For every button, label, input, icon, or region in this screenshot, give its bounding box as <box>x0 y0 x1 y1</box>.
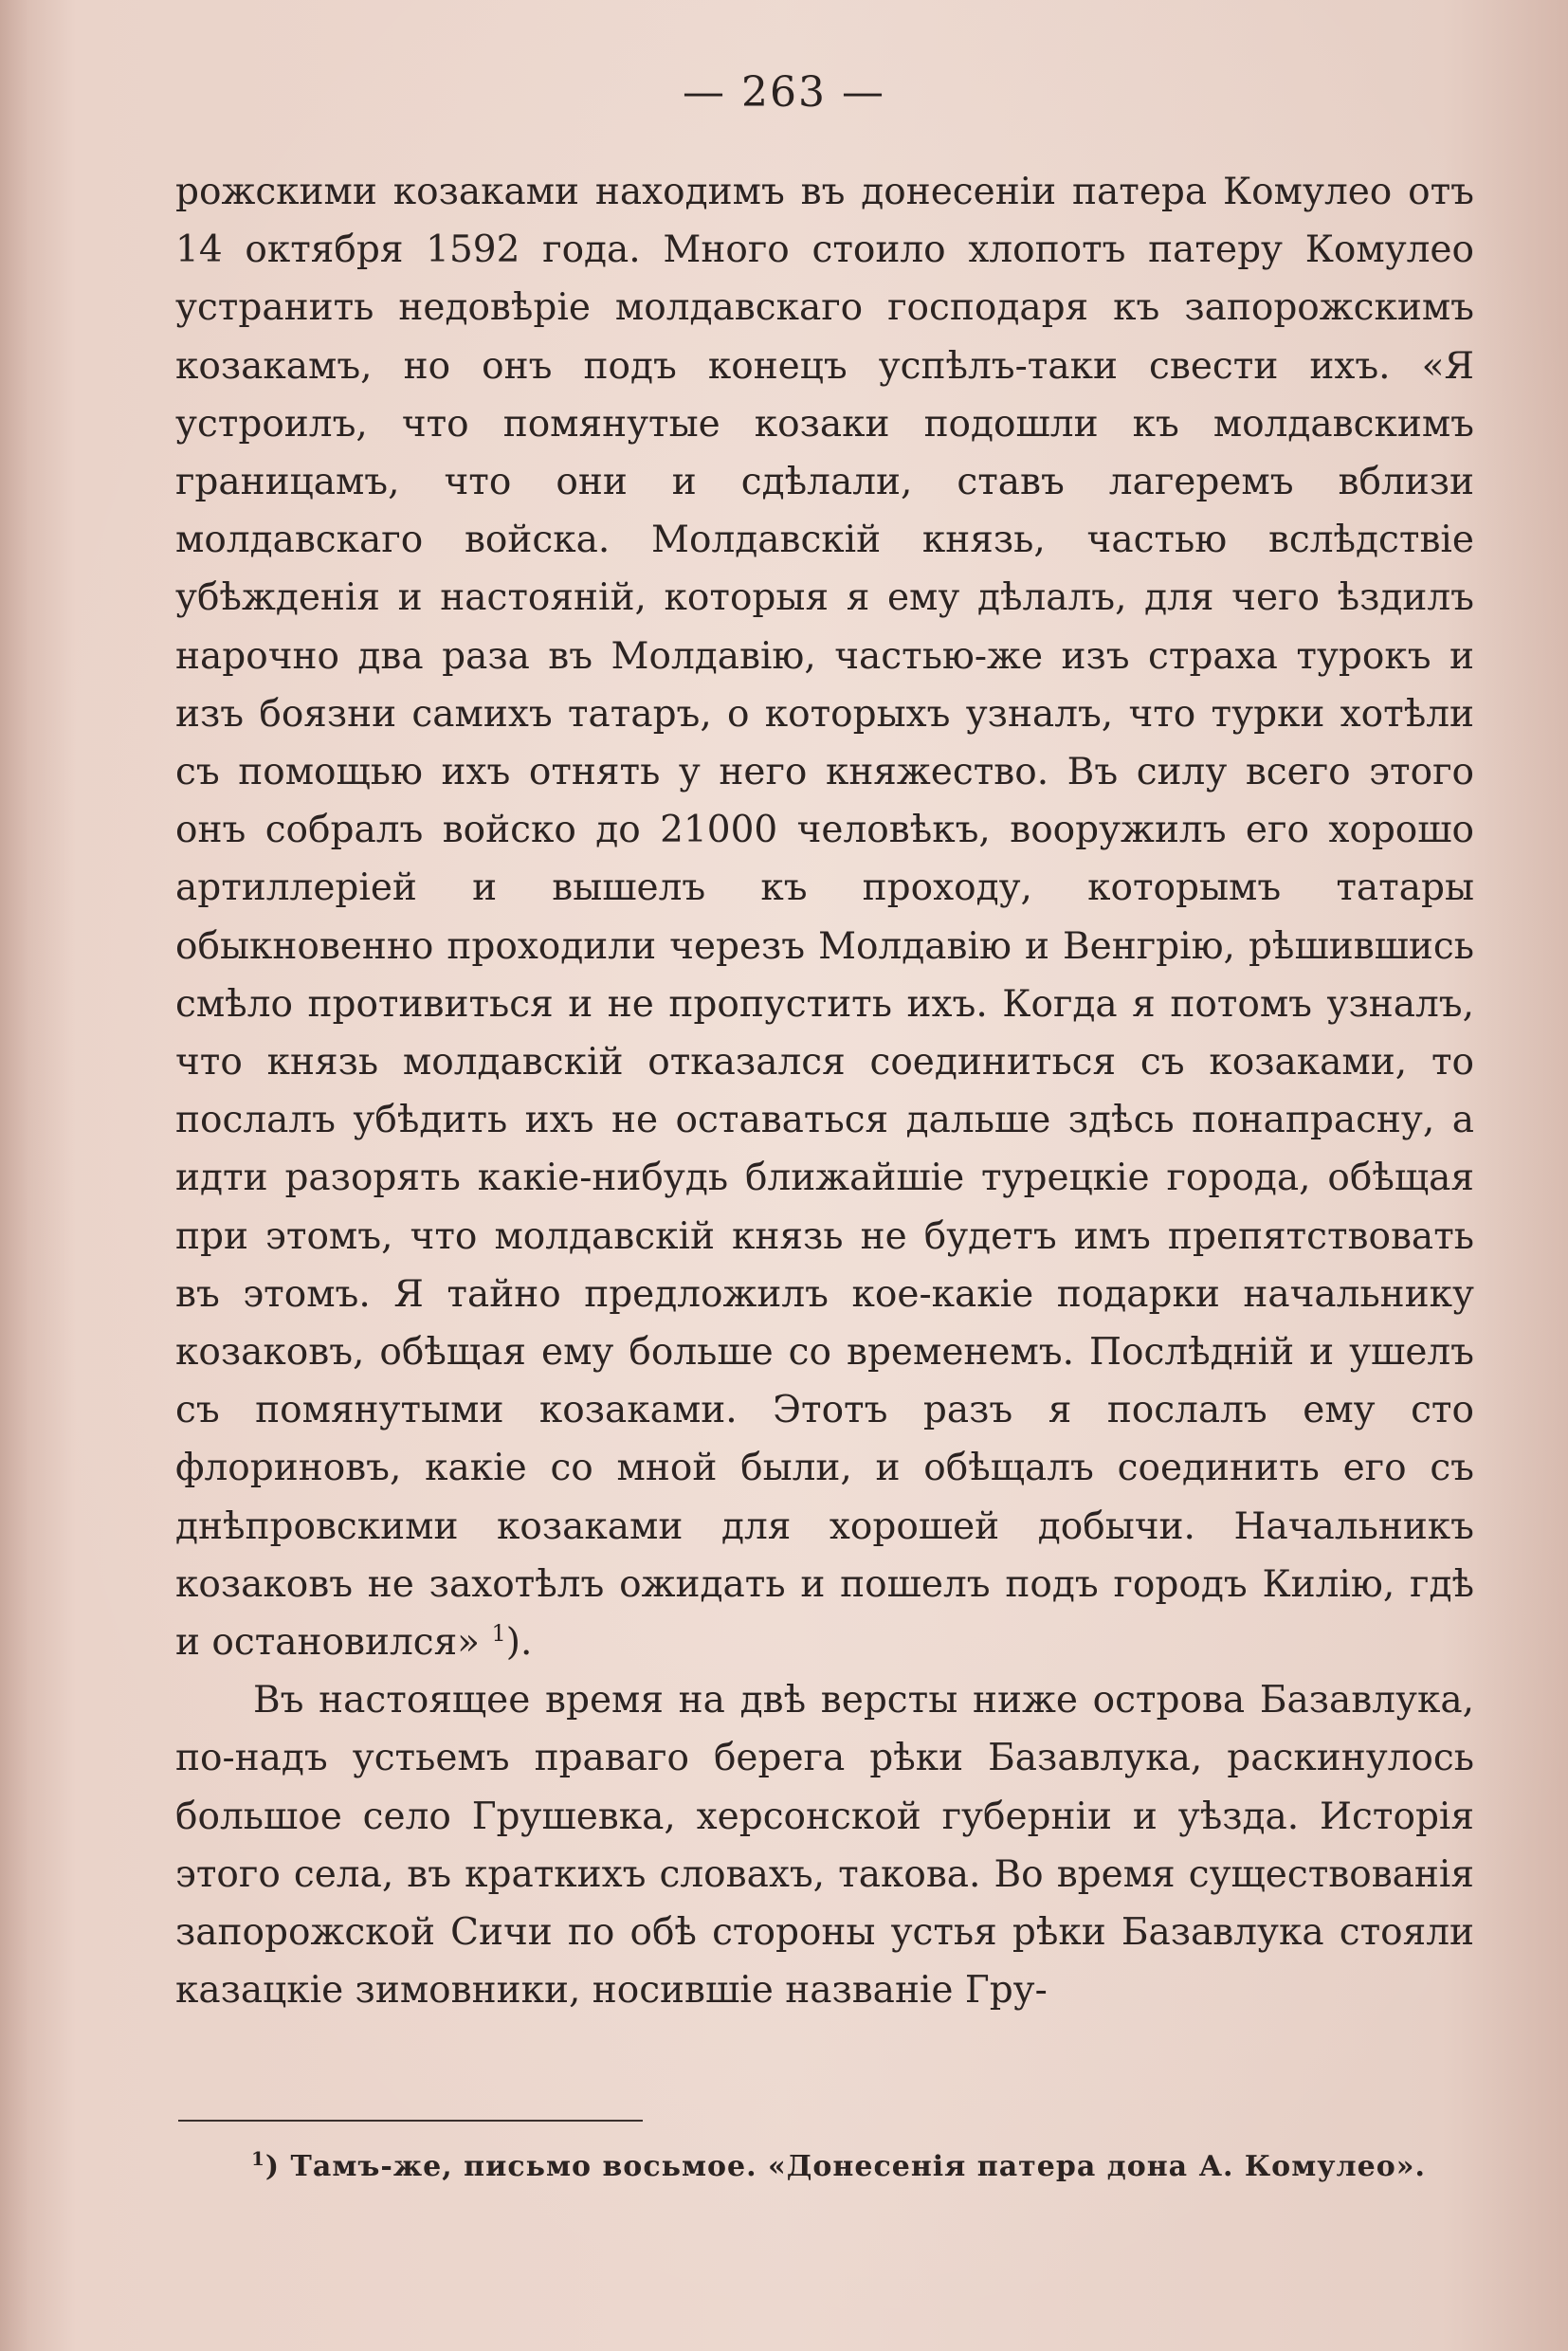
footnote-reference: 1 <box>491 1620 506 1648</box>
body-text <box>175 163 1474 2020</box>
footnote-reference-tail: ). <box>505 1621 533 1665</box>
footnote-mark: 1 <box>251 2147 265 2170</box>
footnote-separator <box>178 2120 643 2122</box>
paragraph-1 <box>175 163 1474 1671</box>
footnote <box>251 2147 1484 2183</box>
page-number: — 263 — <box>683 68 885 117</box>
footnote-text: ) Тамъ-же, письмо восьмое. «Донесенія патера дона А. Комулео». <box>264 2150 1426 2183</box>
paragraph-2: Въ настоящее время на двѣ версты ниже острова Базавлука, по-надъ устьемъ праваго берега рѣки Базавлука, раскинулось большое село Грушевка, херсонской губерніи и уѣзда. Исторія этого села, въ краткихъ словахъ, такова. Во время существованія запорожской Сичи по обѣ стороны устья рѣки Базавлука стояли казацкіе зимовники, носившіе названіе Гру- <box>175 1679 1474 2013</box>
paragraph-1-text: рожскими козаками находимъ въ донесеніи патера Комулео отъ 14 октября 1592 года. Много стоило хлопотъ патеру Комулео устранить недовѣріе молдавскаго господаря къ запорожскимъ козакамъ, но онъ подъ конецъ успѣлъ-таки свести ихъ. «Я устроилъ, что помянутые козаки подошли къ молдавскимъ границамъ, что они и сдѣлали, ставъ лагеремъ вблизи молдавскаго войска. Молдавскій князь, частью вслѣдствіе убѣжденія и настояній, которыя я ему дѣлалъ, для чего ѣздилъ нарочно два раза въ Молдавію, частью-же изъ страха турокъ и изъ боязни самихъ татаръ, о которыхъ узналъ, что турки хотѣли съ помощью ихъ отнять у него княжество. Въ силу всего этого онъ собралъ войско до 21000 человѣкъ, вооружилъ его хорошо артиллеріей и вышелъ къ проходу, которымъ татары обыкновенно проходили черезъ Молдавію и Венгрію, рѣшившись смѣло противиться и не пропустить ихъ. Когда я потомъ узналъ, что князь молдавскій отказался соединиться съ козаками, то послалъ убѣдить ихъ не оставаться дальше здѣсь понапрасну, а идти разорять какіе-нибудь ближайшіе турецкіе города, обѣщая при этомъ, что молдавскій князь не будетъ имъ препятствовать въ этомъ. Я тайно предложилъ кое-какіе подарки начальнику козаковъ, обѣщая ему больше со временемъ. Послѣдній и ушелъ съ помянутыми козаками. Этотъ разъ я послалъ ему сто флориновъ, какіе со мной были, и обѣщалъ соединить его съ днѣпровскими козаками для хорошей добычи. Начальникъ козаковъ не захотѣлъ ожидать и пошелъ подъ городъ Килію, гдѣ и остановился» <box>175 171 1474 1665</box>
